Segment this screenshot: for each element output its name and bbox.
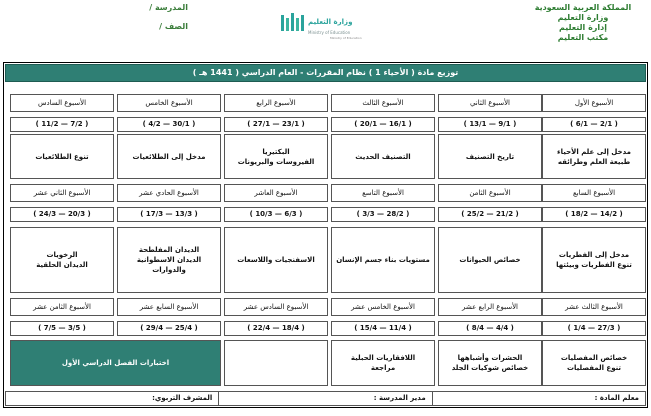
week-topic <box>10 134 114 179</box>
week-topic <box>438 134 542 179</box>
week-dates: ( 7/2 — 11/2 ) <box>10 117 114 132</box>
week-label: الأسبوع الثامن عشر <box>10 298 114 316</box>
row-2-weeks <box>5 184 646 202</box>
logo-english-small-text: Ministry of Education <box>330 36 362 40</box>
teacher-label: معلم المادة : <box>432 392 645 405</box>
topic-line: الديدان الاسطوانية <box>136 256 202 264</box>
ministry-line: وزارة التعليم <box>557 13 609 22</box>
exam-label: اختبارات الفصل الدراسي الأول <box>61 359 170 367</box>
topic-line: تنوع المفصليات <box>566 364 622 372</box>
week-dates: ( 30/1 — 4/2 ) <box>117 117 221 132</box>
topic-line: طبيعة العلم وطرائقه <box>557 157 631 166</box>
week-dates: ( 4/4 — 8/4 ) <box>438 321 542 336</box>
week-dates: ( 27/3 — 1/4 ) <box>542 321 646 336</box>
topic-line: مستويات بناء جسم الإنسان <box>336 256 430 264</box>
week-dates: ( 3/5 — 7/5 ) <box>10 321 114 336</box>
week-topic <box>331 134 435 179</box>
week-dates: ( 11/4 — 15/4 ) <box>331 321 435 336</box>
week-dates: ( 13/3 — 17/3 ) <box>117 207 221 222</box>
table-title: توزيع مادة ( الأحياء 1 ) نظام المقررات - العام الدراسي ( 1441 هـ ) <box>5 64 646 82</box>
row-1-weeks <box>5 94 646 112</box>
week-topic <box>117 134 221 179</box>
week-dates: ( 2/1 — 6/1 ) <box>542 117 646 132</box>
week-label: الأسبوع الثامن <box>438 184 542 202</box>
week-label: الأسبوع السابع عشر <box>117 298 221 316</box>
week-label: الأسبوع العاشر <box>224 184 328 202</box>
week-label: الأسبوع السابع <box>542 184 646 202</box>
topic-line: التصنيف الحديث <box>355 152 411 161</box>
week-dates: ( 14/2 — 18/2 ) <box>542 207 646 222</box>
principal-label: مدير المدرسة : <box>218 392 431 405</box>
topic-line: مدخل إلى علم الأحياء <box>557 147 631 156</box>
week-dates: ( 28/2 — 3/3 ) <box>331 207 435 222</box>
week-dates: ( 9/1 — 13/1 ) <box>438 117 542 132</box>
signature-row <box>5 391 646 406</box>
country-line: المملكة العربية السعودية <box>534 3 632 12</box>
row-3-weeks <box>5 298 646 316</box>
week-topic <box>438 340 542 386</box>
week-label: الأسبوع الثالث <box>331 94 435 112</box>
topic-line: الحشرات وأشباهها <box>457 354 523 362</box>
topic-line: مدخل إلى الفطريات <box>558 251 630 259</box>
week-label: الأسبوع الحادي عشر <box>117 184 221 202</box>
supervisor-label: المشرف التربوي: <box>152 394 213 402</box>
topic-line: تنوع الفطريات وبيئتها <box>556 261 632 269</box>
row-2-dates <box>5 207 646 222</box>
week-label: الأسبوع الثاني <box>438 94 542 112</box>
row-2-topics <box>5 227 646 293</box>
week-topic <box>542 227 646 293</box>
week-dates: ( 21/2 — 25/2 ) <box>438 207 542 222</box>
week-topic <box>224 227 328 293</box>
ministry-logo-icon <box>280 12 306 34</box>
week-topic-empty <box>224 340 328 386</box>
week-label: الأسبوع الأول <box>542 94 646 112</box>
week-label: الأسبوع التاسع <box>331 184 435 202</box>
week-dates: ( 25/4 — 29/4 ) <box>117 321 221 336</box>
topic-line: البكتيريا <box>262 147 290 156</box>
school-label: المدرسة / <box>149 3 188 12</box>
topic-line: الفيروسات والبريونات <box>237 157 315 166</box>
topic-line: مراجعة <box>370 364 396 372</box>
week-topic <box>542 134 646 179</box>
week-dates: ( 6/3 — 10/3 ) <box>224 207 328 222</box>
topic-line: الاسفنجيات واللاسعات <box>237 256 315 264</box>
week-topic <box>10 227 114 293</box>
row-1-dates <box>5 117 646 132</box>
logo-arabic-text: وزارة التعليم <box>308 18 353 26</box>
topic-line: مدخل إلى الطلائعيات <box>132 152 206 161</box>
week-topic <box>542 340 646 386</box>
office-line: مكتب التعليم <box>557 33 609 42</box>
week-topic <box>224 134 328 179</box>
week-label: الأسبوع الرابع عشر <box>438 298 542 316</box>
directorate-line: إدارة التعليم <box>558 23 608 32</box>
logo-english-text: Ministry of Education <box>308 30 351 35</box>
row-1-topics <box>5 134 646 179</box>
week-topic <box>438 227 542 293</box>
class-label: الصف / <box>159 22 188 31</box>
exam-cell <box>10 340 221 386</box>
week-label: الأسبوع الثالث عشر <box>542 298 646 316</box>
week-topic <box>331 227 435 293</box>
week-dates: ( 18/4 — 22/4 ) <box>224 321 328 336</box>
week-label: الأسبوع الثاني عشر <box>10 184 114 202</box>
week-label: الأسبوع الخامس <box>117 94 221 112</box>
topic-line: خصائص المفصليات <box>560 354 628 362</box>
week-label: الأسبوع السادس عشر <box>224 298 328 316</box>
week-label: الأسبوع الخامس عشر <box>331 298 435 316</box>
row-3-topics <box>5 340 646 386</box>
topic-line: اللافقاريات الحبلية <box>350 354 416 362</box>
week-dates: ( 20/3 — 24/3 ) <box>10 207 114 222</box>
week-topic <box>331 340 435 386</box>
week-topic <box>117 227 221 293</box>
week-dates: ( 23/1 — 27/1 ) <box>224 117 328 132</box>
school-fields <box>8 3 188 41</box>
topic-line: تاريخ التصنيف <box>465 152 515 161</box>
row-3-dates <box>5 321 646 336</box>
topic-line: الديدان المفلطحة <box>138 246 200 254</box>
week-dates: ( 16/1 — 20/1 ) <box>331 117 435 132</box>
ministry-header <box>523 3 643 43</box>
topic-line: الديدان الحلقية <box>36 261 88 269</box>
topic-line: الرخويات <box>46 251 78 259</box>
topic-line: تنوع الطلائعيات <box>35 152 89 161</box>
week-label: الأسبوع السادس <box>10 94 114 112</box>
topic-line: خصائص الحيوانات <box>459 256 521 264</box>
ministry-logo <box>280 6 370 46</box>
topic-line: والدوارات <box>152 266 186 274</box>
week-label: الأسبوع الرابع <box>224 94 328 112</box>
topic-line: خصائص شوكيات الجلد <box>451 364 529 372</box>
